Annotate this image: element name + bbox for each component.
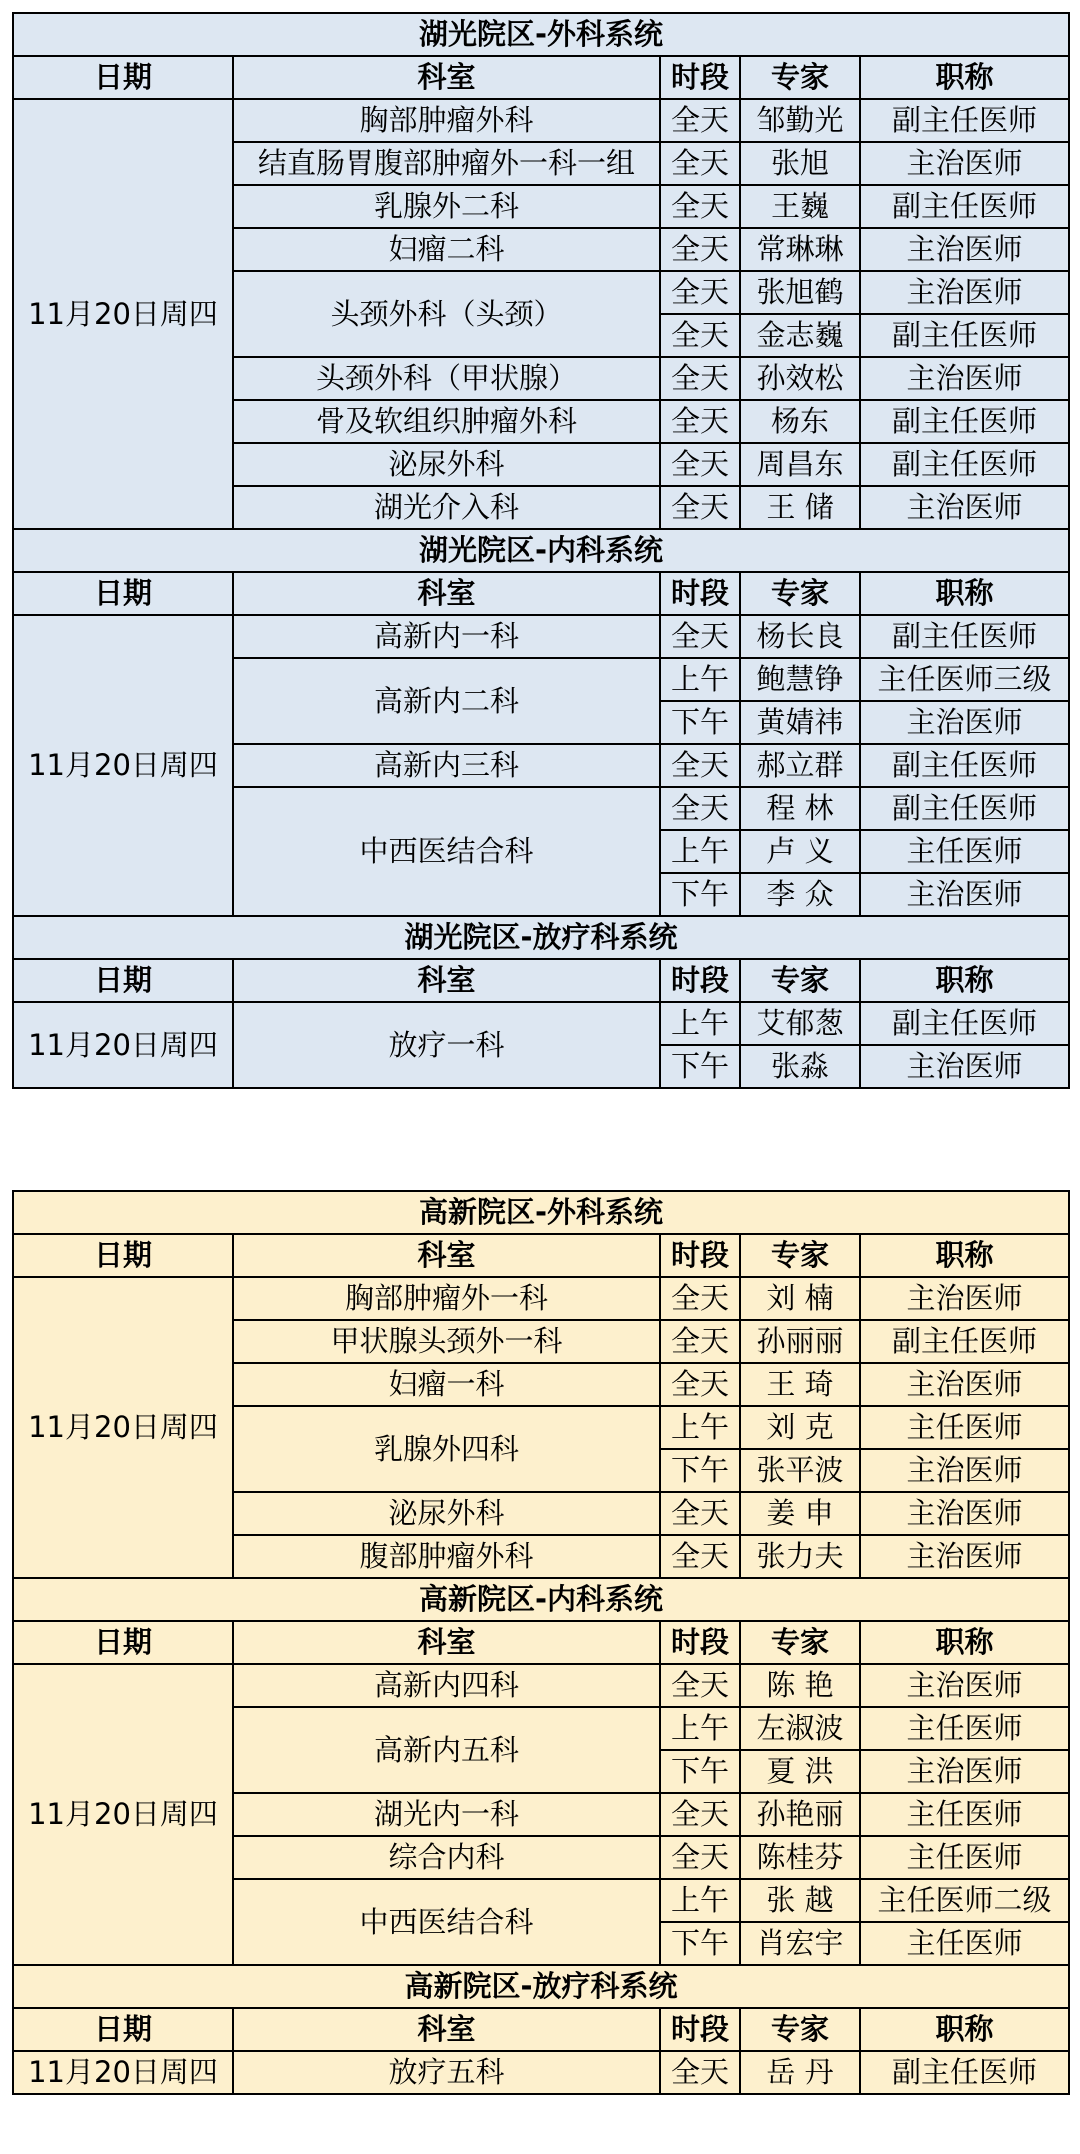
slot-cell: 全天 bbox=[660, 1535, 740, 1578]
title-cell: 副主任医师 bbox=[860, 2051, 1069, 2094]
date-cell: 11月20日周四 bbox=[13, 1664, 233, 1965]
title-cell: 主治医师 bbox=[860, 1449, 1069, 1492]
slot-cell: 下午 bbox=[660, 1449, 740, 1492]
title-cell: 副主任医师 bbox=[860, 314, 1069, 357]
slot-cell: 全天 bbox=[660, 314, 740, 357]
date-cell: 11月20日周四 bbox=[13, 2051, 233, 2094]
expert-cell: 肖宏宇 bbox=[740, 1922, 860, 1965]
title-cell: 主任医师 bbox=[860, 1922, 1069, 1965]
header-date: 日期 bbox=[13, 1234, 233, 1277]
title-cell: 主治医师 bbox=[860, 1045, 1069, 1088]
header-expert: 专家 bbox=[740, 572, 860, 615]
expert-cell: 王 琦 bbox=[740, 1363, 860, 1406]
expert-cell: 陈桂芬 bbox=[740, 1836, 860, 1879]
header-date: 日期 bbox=[13, 56, 233, 99]
title-cell: 主任医师 bbox=[860, 1793, 1069, 1836]
slot-cell: 下午 bbox=[660, 873, 740, 916]
expert-cell: 程 林 bbox=[740, 787, 860, 830]
header-dept: 科室 bbox=[233, 1234, 660, 1277]
dept-cell: 高新内一科 bbox=[233, 615, 660, 658]
header-row bbox=[13, 959, 1069, 1002]
header-slot: 时段 bbox=[660, 56, 740, 99]
header-title: 职称 bbox=[860, 1234, 1069, 1277]
title-cell: 副主任医师 bbox=[860, 1320, 1069, 1363]
title-cell: 副主任医师 bbox=[860, 1002, 1069, 1045]
slot-cell: 全天 bbox=[660, 1836, 740, 1879]
expert-cell: 孙艳丽 bbox=[740, 1793, 860, 1836]
expert-cell: 张力夫 bbox=[740, 1535, 860, 1578]
dept-cell: 乳腺外二科 bbox=[233, 185, 660, 228]
dept-cell: 泌尿外科 bbox=[233, 1492, 660, 1535]
header-title: 职称 bbox=[860, 959, 1069, 1002]
slot-cell: 上午 bbox=[660, 830, 740, 873]
title-cell: 副主任医师 bbox=[860, 615, 1069, 658]
expert-cell: 周昌东 bbox=[740, 443, 860, 486]
dept-cell: 结直肠胃腹部肿瘤外一科一组 bbox=[233, 142, 660, 185]
title-cell: 主治医师 bbox=[860, 1664, 1069, 1707]
expert-cell: 黄婧祎 bbox=[740, 701, 860, 744]
section-title-row bbox=[13, 1965, 1069, 2008]
title-cell: 主任医师 bbox=[860, 1406, 1069, 1449]
slot-cell: 全天 bbox=[660, 615, 740, 658]
header-date: 日期 bbox=[13, 1621, 233, 1664]
expert-cell: 张旭 bbox=[740, 142, 860, 185]
title-cell: 主治医师 bbox=[860, 142, 1069, 185]
expert-cell: 岳 丹 bbox=[740, 2051, 860, 2094]
header-title: 职称 bbox=[860, 2008, 1069, 2051]
header-dept: 科室 bbox=[233, 2008, 660, 2051]
schedule-table-huguang bbox=[12, 12, 1070, 1089]
title-cell: 主治医师 bbox=[860, 873, 1069, 916]
expert-cell: 卢 义 bbox=[740, 830, 860, 873]
expert-cell: 陈 艳 bbox=[740, 1664, 860, 1707]
slot-cell: 上午 bbox=[660, 658, 740, 701]
section-title-row bbox=[13, 13, 1069, 56]
dept-cell: 胸部肿瘤外一科 bbox=[233, 1277, 660, 1320]
slot-cell: 全天 bbox=[660, 1320, 740, 1363]
date-cell: 11月20日周四 bbox=[13, 615, 233, 916]
title-cell: 副主任医师 bbox=[860, 185, 1069, 228]
expert-cell: 张旭鹤 bbox=[740, 271, 860, 314]
title-cell: 副主任医师 bbox=[860, 99, 1069, 142]
dept-cell: 头颈外科（头颈） bbox=[233, 271, 660, 357]
expert-cell: 张平波 bbox=[740, 1449, 860, 1492]
expert-cell: 鲍慧铮 bbox=[740, 658, 860, 701]
header-slot: 时段 bbox=[660, 1234, 740, 1277]
dept-cell: 妇瘤二科 bbox=[233, 228, 660, 271]
section-title-row bbox=[13, 916, 1069, 959]
title-cell: 主治医师 bbox=[860, 228, 1069, 271]
section-title-row bbox=[13, 1191, 1069, 1234]
slot-cell: 下午 bbox=[660, 1922, 740, 1965]
section-title-row bbox=[13, 1578, 1069, 1621]
header-row bbox=[13, 572, 1069, 615]
slot-cell: 全天 bbox=[660, 443, 740, 486]
slot-cell: 上午 bbox=[660, 1879, 740, 1922]
date-cell: 11月20日周四 bbox=[13, 99, 233, 529]
table-row bbox=[13, 1277, 1069, 1320]
header-expert: 专家 bbox=[740, 2008, 860, 2051]
expert-cell: 艾郁葱 bbox=[740, 1002, 860, 1045]
title-cell: 主任医师 bbox=[860, 1836, 1069, 1879]
title-cell: 主任医师 bbox=[860, 1707, 1069, 1750]
dept-cell: 乳腺外四科 bbox=[233, 1406, 660, 1492]
title-cell: 主治医师 bbox=[860, 486, 1069, 529]
title-cell: 副主任医师 bbox=[860, 744, 1069, 787]
expert-cell: 姜 申 bbox=[740, 1492, 860, 1535]
title-cell: 主治医师 bbox=[860, 1750, 1069, 1793]
header-row bbox=[13, 2008, 1069, 2051]
dept-cell: 高新内二科 bbox=[233, 658, 660, 744]
slot-cell: 下午 bbox=[660, 1045, 740, 1088]
table-row bbox=[13, 1002, 1069, 1045]
title-cell: 主治医师 bbox=[860, 271, 1069, 314]
slot-cell: 全天 bbox=[660, 1793, 740, 1836]
table-row bbox=[13, 99, 1069, 142]
expert-cell: 金志巍 bbox=[740, 314, 860, 357]
slot-cell: 全天 bbox=[660, 228, 740, 271]
expert-cell: 杨东 bbox=[740, 400, 860, 443]
header-title: 职称 bbox=[860, 1621, 1069, 1664]
slot-cell: 下午 bbox=[660, 1750, 740, 1793]
slot-cell: 全天 bbox=[660, 2051, 740, 2094]
dept-cell: 高新内四科 bbox=[233, 1664, 660, 1707]
expert-cell: 郝立群 bbox=[740, 744, 860, 787]
section-title: 湖光院区-外科系统 bbox=[13, 13, 1069, 56]
header-expert: 专家 bbox=[740, 959, 860, 1002]
dept-cell: 胸部肿瘤外科 bbox=[233, 99, 660, 142]
slot-cell: 上午 bbox=[660, 1002, 740, 1045]
header-dept: 科室 bbox=[233, 959, 660, 1002]
expert-cell: 常琳琳 bbox=[740, 228, 860, 271]
title-cell: 主任医师二级 bbox=[860, 1879, 1069, 1922]
section-title: 湖光院区-放疗科系统 bbox=[13, 916, 1069, 959]
title-cell: 主治医师 bbox=[860, 1492, 1069, 1535]
dept-cell: 腹部肿瘤外科 bbox=[233, 1535, 660, 1578]
expert-cell: 杨长良 bbox=[740, 615, 860, 658]
slot-cell: 全天 bbox=[660, 357, 740, 400]
section-title: 高新院区-内科系统 bbox=[13, 1578, 1069, 1621]
slot-cell: 上午 bbox=[660, 1406, 740, 1449]
expert-cell: 王巍 bbox=[740, 185, 860, 228]
title-cell: 副主任医师 bbox=[860, 400, 1069, 443]
header-date: 日期 bbox=[13, 572, 233, 615]
expert-cell: 孙丽丽 bbox=[740, 1320, 860, 1363]
section-title: 高新院区-放疗科系统 bbox=[13, 1965, 1069, 2008]
title-cell: 主治医师 bbox=[860, 1277, 1069, 1320]
dept-cell: 综合内科 bbox=[233, 1836, 660, 1879]
title-cell: 主治医师 bbox=[860, 1535, 1069, 1578]
slot-cell: 下午 bbox=[660, 701, 740, 744]
date-cell: 11月20日周四 bbox=[13, 1002, 233, 1088]
slot-cell: 全天 bbox=[660, 99, 740, 142]
header-expert: 专家 bbox=[740, 56, 860, 99]
date-cell: 11月20日周四 bbox=[13, 1277, 233, 1578]
dept-cell: 湖光内一科 bbox=[233, 1793, 660, 1836]
table-row bbox=[13, 1664, 1069, 1707]
slot-cell: 全天 bbox=[660, 787, 740, 830]
slot-cell: 全天 bbox=[660, 1363, 740, 1406]
header-title: 职称 bbox=[860, 572, 1069, 615]
dept-cell: 中西医结合科 bbox=[233, 787, 660, 916]
dept-cell: 头颈外科（甲状腺） bbox=[233, 357, 660, 400]
title-cell: 主治医师 bbox=[860, 357, 1069, 400]
slot-cell: 上午 bbox=[660, 1707, 740, 1750]
schedule-table-gaoxin bbox=[12, 1190, 1070, 2095]
dept-cell: 放疗五科 bbox=[233, 2051, 660, 2094]
dept-cell: 高新内五科 bbox=[233, 1707, 660, 1793]
dept-cell: 泌尿外科 bbox=[233, 443, 660, 486]
dept-cell: 中西医结合科 bbox=[233, 1879, 660, 1965]
title-cell: 副主任医师 bbox=[860, 443, 1069, 486]
header-date: 日期 bbox=[13, 2008, 233, 2051]
section-title: 高新院区-外科系统 bbox=[13, 1191, 1069, 1234]
header-dept: 科室 bbox=[233, 1621, 660, 1664]
slot-cell: 全天 bbox=[660, 1492, 740, 1535]
slot-cell: 全天 bbox=[660, 1277, 740, 1320]
expert-cell: 刘 克 bbox=[740, 1406, 860, 1449]
expert-cell: 张淼 bbox=[740, 1045, 860, 1088]
dept-cell: 甲状腺头颈外一科 bbox=[233, 1320, 660, 1363]
dept-cell: 湖光介入科 bbox=[233, 486, 660, 529]
dept-cell: 高新内三科 bbox=[233, 744, 660, 787]
dept-cell: 妇瘤一科 bbox=[233, 1363, 660, 1406]
slot-cell: 全天 bbox=[660, 1664, 740, 1707]
table-row bbox=[13, 2051, 1069, 2094]
title-cell: 主治医师 bbox=[860, 1363, 1069, 1406]
title-cell: 主任医师 bbox=[860, 830, 1069, 873]
section-title: 湖光院区-内科系统 bbox=[13, 529, 1069, 572]
slot-cell: 全天 bbox=[660, 400, 740, 443]
title-cell: 副主任医师 bbox=[860, 787, 1069, 830]
header-dept: 科室 bbox=[233, 56, 660, 99]
expert-cell: 左淑波 bbox=[740, 1707, 860, 1750]
expert-cell: 孙效松 bbox=[740, 357, 860, 400]
expert-cell: 张 越 bbox=[740, 1879, 860, 1922]
dept-cell: 骨及软组织肿瘤外科 bbox=[233, 400, 660, 443]
title-cell: 主任医师三级 bbox=[860, 658, 1069, 701]
header-slot: 时段 bbox=[660, 2008, 740, 2051]
table-row bbox=[13, 615, 1069, 658]
header-row bbox=[13, 56, 1069, 99]
slot-cell: 全天 bbox=[660, 486, 740, 529]
header-expert: 专家 bbox=[740, 1234, 860, 1277]
expert-cell: 李 众 bbox=[740, 873, 860, 916]
expert-cell: 邹勤光 bbox=[740, 99, 860, 142]
header-dept: 科室 bbox=[233, 572, 660, 615]
header-date: 日期 bbox=[13, 959, 233, 1002]
title-cell: 主治医师 bbox=[860, 701, 1069, 744]
expert-cell: 王 储 bbox=[740, 486, 860, 529]
header-expert: 专家 bbox=[740, 1621, 860, 1664]
header-slot: 时段 bbox=[660, 959, 740, 1002]
section-title-row bbox=[13, 529, 1069, 572]
header-title: 职称 bbox=[860, 56, 1069, 99]
expert-cell: 刘 楠 bbox=[740, 1277, 860, 1320]
slot-cell: 全天 bbox=[660, 185, 740, 228]
slot-cell: 全天 bbox=[660, 142, 740, 185]
header-slot: 时段 bbox=[660, 1621, 740, 1664]
header-row bbox=[13, 1621, 1069, 1664]
slot-cell: 全天 bbox=[660, 271, 740, 314]
expert-cell: 夏 洪 bbox=[740, 1750, 860, 1793]
header-row bbox=[13, 1234, 1069, 1277]
slot-cell: 全天 bbox=[660, 744, 740, 787]
header-slot: 时段 bbox=[660, 572, 740, 615]
dept-cell: 放疗一科 bbox=[233, 1002, 660, 1088]
